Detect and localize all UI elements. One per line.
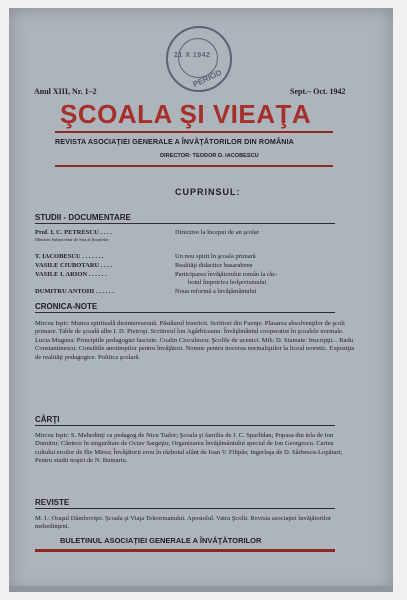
studii-author-1-role: Ministru Subsecretar de Stat al Şcoalelor (35, 237, 109, 242)
magazine-title: ŞCOALA ŞI VIEAŢA (60, 99, 312, 129)
studii-rule (35, 223, 335, 224)
postal-stamp (166, 26, 232, 92)
studii-title-4: Participarea învăţătorului român la răz- (175, 271, 278, 278)
section-heading-cronica: CRONICA-NOTE (35, 302, 98, 311)
studii-title-2: Un nou spirit în şcoala primară (175, 253, 256, 260)
studii-title-3: Realităţi didactice basarabene (175, 262, 253, 269)
cover-bottom-edge (9, 586, 393, 592)
studii-author-1: Prof. I. C. PETRESCU . . . . (35, 229, 112, 236)
contents-title: CUPRINSUL: (175, 187, 241, 197)
studii-author-5: DUMITRU ANTOHI . . . . . . (35, 288, 114, 295)
director-rule (55, 165, 333, 167)
studii-author-4: VASILE I. ARION . . . . . . (35, 271, 107, 278)
stamp-word: PERIOD (191, 67, 224, 90)
cronica-text: Mircea Ispir: Munca spirituală desintereserată. Păstăurul bisericii. Scriitori din Fuenje. Plasarea absolvenţilor de şcoli primare. Table de şcoală albe I. D. Pietroşi. Scriitorul lon Agârbiceanu. Învăţământul cooperatist în şcoalele normale. Lucia Mugnea: Principiile pedagogiei fasciste. Coalin Cioculescu: Şcolile de ucenici. Mih. D. Stamate: Inscripţii... Radu Constantinescu: Consiliile anotimpilor pentru învăţători. Nomne pentru trecerea normaliştilor la liceul teoretic. Expoziţia de realităţi pedagogice. Politica şcolară. (35, 320, 355, 361)
title-rule (55, 131, 333, 133)
issue-number: Anul XIII, Nr. 1–2 (34, 87, 97, 96)
magazine-subtitle: REVISTA ASOCIAŢIEI GENERALE A ÎNVĂŢĂTORILOR DIN ROMÂNIA (55, 137, 294, 146)
stamp-date: 21 X 1942 (174, 52, 211, 59)
bottom-rule (35, 549, 335, 552)
section-heading-carti: CĂRŢI (35, 415, 60, 424)
director-line: DIRECTOR: TEODOR D. IACOBESCU (160, 153, 259, 159)
studii-title-1: Directive la început de an şcolar (175, 229, 259, 236)
studii-title-4-cont: boiul împotriva bolşevismului (188, 279, 267, 286)
issue-date: Sept.– Oct. 1942 (290, 87, 346, 96)
cronica-rule (35, 312, 335, 313)
carti-rule (35, 425, 335, 426)
reviste-rule (35, 508, 335, 509)
bulletin-title: BULETINUL ASOCIAŢIEI GENERALE A ÎNVĂŢĂTORILOR (60, 536, 262, 545)
section-heading-reviste: REVISTE (35, 498, 70, 507)
studii-author-3: VASILE CIUBOTARU . . . . (35, 262, 113, 269)
section-heading-studii: STUDII - DOCUMENTARE (35, 213, 131, 222)
studii-author-2: T. IACOBESCU . . . . . . . (35, 253, 104, 260)
studii-title-5: Noua reformă a învăţământului (175, 288, 257, 295)
reviste-text: M. I.: Oraşul Dâmboviţei. Şcoala şi Viaţa Teleormanului. Apostolul. Vatra Şcolii. Revista asociaţiei învăţătorilor mehedinţeni. (35, 515, 331, 531)
carti-text: Mircea Ispir: S. Mehedinţi ca pedagog de Nicu Tudor; Şcoala şi familia de I. C. Sparlidan; Popasa din tela de Ion Dumitru; Cântece în singurătate de Octav Sargeţiu; Organizarea învăţământului special de Ion Georgescu. Cartea cultului eroilor de Ilie Mirea; Învăţătorii erou în războiul sfânt de Ioan V. Filipăs; Ingerlaşa de D. Sărbescu-Lopătari; Pentru studii noştri de N. Butnariu. (35, 432, 343, 465)
